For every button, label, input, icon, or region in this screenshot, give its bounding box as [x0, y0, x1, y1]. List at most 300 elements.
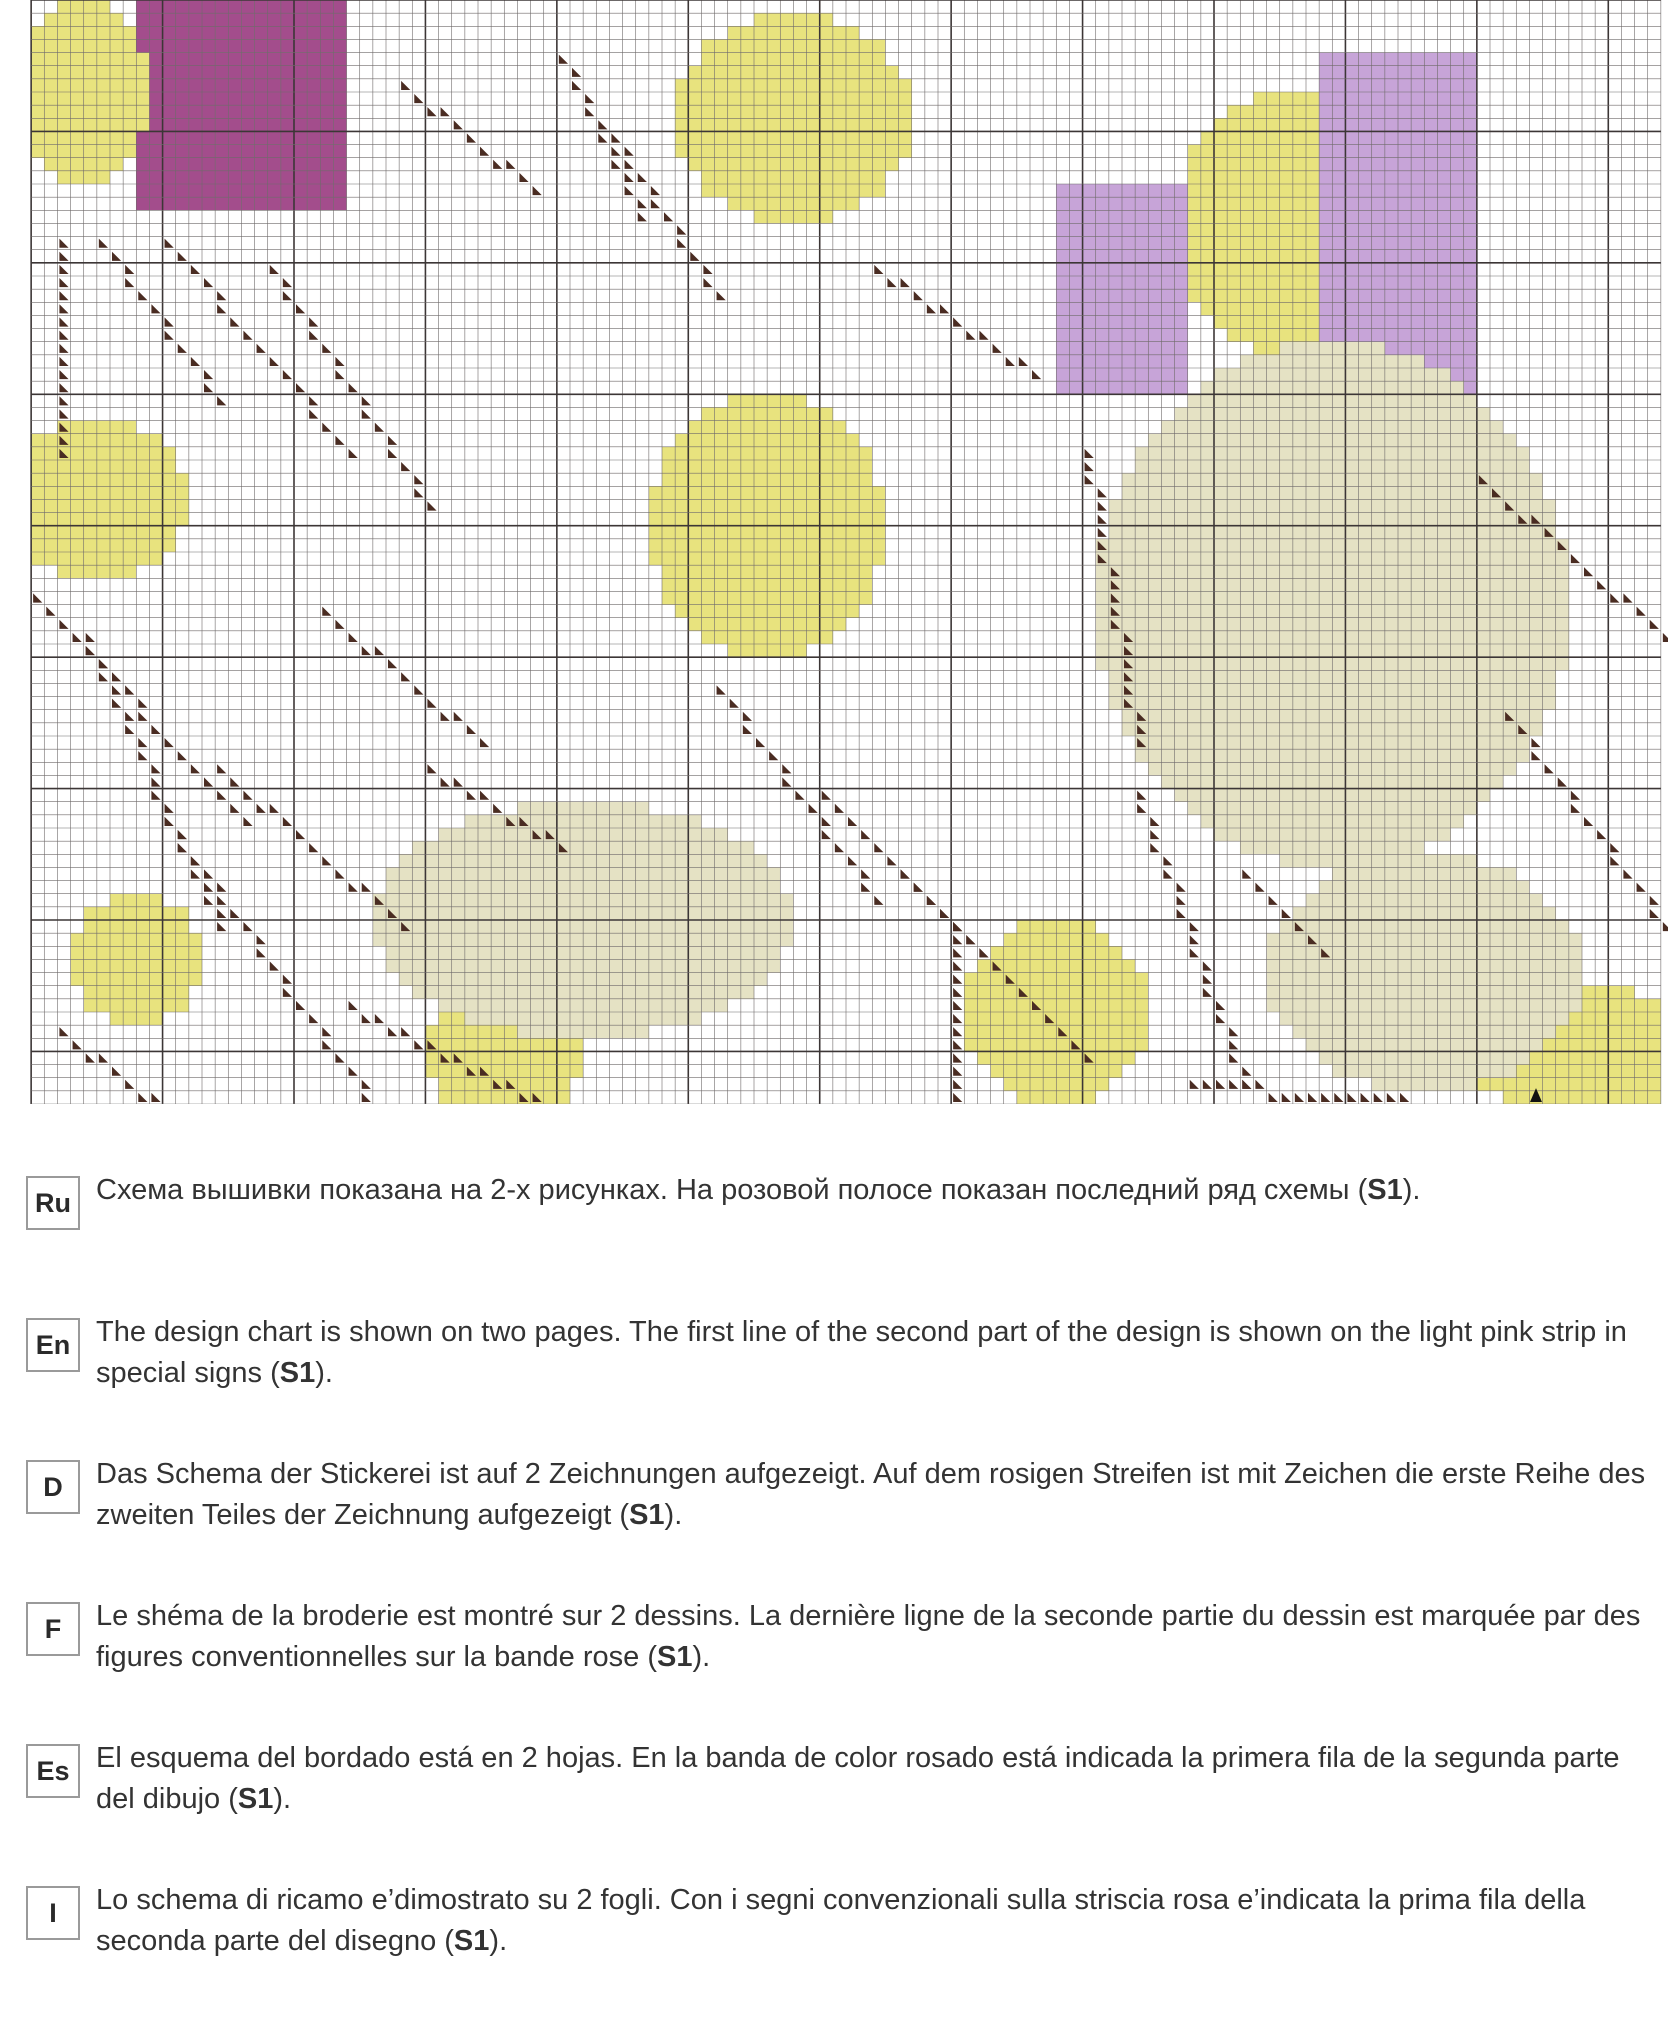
stitch-cell	[1437, 789, 1450, 802]
stitch-cell	[728, 66, 741, 79]
stitch-cell	[1332, 223, 1345, 236]
stitch-cell	[1385, 578, 1398, 591]
stitch-cell	[1424, 118, 1437, 131]
stitch-cell	[1398, 381, 1411, 394]
stitch-cell	[570, 907, 583, 920]
stitch-cell	[715, 539, 728, 552]
stitch-cell	[1372, 986, 1385, 999]
stitch-cell	[1635, 1012, 1648, 1025]
stitch-cell	[1267, 631, 1280, 644]
stitch-cell	[1332, 342, 1345, 355]
stitch-cell	[715, 999, 728, 1012]
stitch-cell	[1490, 736, 1503, 749]
stitch-cell	[859, 473, 872, 486]
stitch-cell	[241, 79, 254, 92]
stitch-cell	[1175, 499, 1188, 512]
stitch-cell	[780, 197, 793, 210]
stitch-cell	[833, 131, 846, 144]
stitch-cell	[977, 1012, 990, 1025]
stitch-cell	[636, 815, 649, 828]
stitch-cell	[1096, 644, 1109, 657]
stitch-cell	[1398, 736, 1411, 749]
stitch-cell	[123, 907, 136, 920]
stitch-cell	[807, 118, 820, 131]
stitch-cell	[991, 1025, 1004, 1038]
stitch-cell	[583, 1025, 596, 1038]
stitch-cell	[425, 894, 438, 907]
stitch-cell	[1188, 697, 1201, 710]
stitch-cell	[1227, 736, 1240, 749]
stitch-cell	[110, 421, 123, 434]
stitch-cell	[1188, 605, 1201, 618]
stitch-cell	[1411, 421, 1424, 434]
stitch-cell	[123, 39, 136, 52]
stitch-cell	[1411, 841, 1424, 854]
stitch-cell	[1437, 250, 1450, 263]
stitch-cell	[1188, 407, 1201, 420]
stitch-cell	[149, 526, 162, 539]
stitch-cell	[1345, 565, 1358, 578]
stitch-cell	[570, 881, 583, 894]
stitch-cell	[1214, 657, 1227, 670]
stitch-cell	[754, 210, 767, 223]
stitch-cell	[780, 118, 793, 131]
stitch-cell	[1516, 881, 1529, 894]
stitch-cell	[649, 907, 662, 920]
stitch-cell	[176, 499, 189, 512]
stitch-cell	[1529, 644, 1542, 657]
stitch-cell	[1424, 197, 1437, 210]
stitch-cell	[1083, 315, 1096, 328]
stitch-cell	[1332, 618, 1345, 631]
stitch-cell	[583, 881, 596, 894]
stitch-cell	[202, 79, 215, 92]
stitch-cell	[531, 894, 544, 907]
stitch-cell	[1293, 854, 1306, 867]
stitch-cell	[1424, 526, 1437, 539]
stitch-cell	[1372, 329, 1385, 342]
stitch-cell	[1503, 565, 1516, 578]
stitch-cell	[1306, 552, 1319, 565]
stitch-cell	[1293, 92, 1306, 105]
stitch-cell	[1424, 250, 1437, 263]
stitch-cell	[1411, 933, 1424, 946]
stitch-cell	[71, 0, 84, 13]
stitch-cell	[1214, 237, 1227, 250]
stitch-cell	[517, 854, 530, 867]
language-code-es: Es	[26, 1744, 80, 1798]
stitch-cell	[1411, 171, 1424, 184]
stitch-cell	[1306, 683, 1319, 696]
stitch-cell	[1332, 1025, 1345, 1038]
stitch-cell	[1135, 618, 1148, 631]
stitch-cell	[1398, 657, 1411, 670]
stitch-cell	[1161, 368, 1174, 381]
stitch-cell	[570, 1038, 583, 1051]
stitch-cell	[741, 526, 754, 539]
stitch-cell	[1398, 447, 1411, 460]
stitch-cell	[1464, 723, 1477, 736]
stitch-cell	[636, 959, 649, 972]
stitch-cell	[425, 973, 438, 986]
stitch-cell	[649, 552, 662, 565]
stitch-cell	[1385, 302, 1398, 315]
stitch-cell	[465, 894, 478, 907]
stitch-cell	[609, 999, 622, 1012]
stitch-cell	[1201, 762, 1214, 775]
stitch-cell	[1385, 959, 1398, 972]
stitch-cell	[1464, 407, 1477, 420]
stitch-cell	[846, 26, 859, 39]
stitch-cell	[1635, 1038, 1648, 1051]
stitch-cell	[1148, 644, 1161, 657]
stitch-cell	[1280, 145, 1293, 158]
stitch-cell	[110, 526, 123, 539]
stitch-cell	[84, 105, 97, 118]
stitch-cell	[1214, 250, 1227, 263]
stitch-cell	[1188, 631, 1201, 644]
stitch-cell	[1096, 329, 1109, 342]
stitch-cell	[623, 815, 636, 828]
stitch-cell	[1398, 802, 1411, 815]
stitch-cell	[1516, 1065, 1529, 1078]
stitch-cell	[1411, 867, 1424, 880]
stitch-cell	[1411, 618, 1424, 631]
stitch-cell	[833, 618, 846, 631]
stitch-cell	[1161, 683, 1174, 696]
stitch-cell	[1332, 749, 1345, 762]
stitch-cell	[1411, 355, 1424, 368]
stitch-cell	[1201, 263, 1214, 276]
stitch-cell	[688, 552, 701, 565]
stitch-cell	[531, 1038, 544, 1051]
stitch-cell	[1214, 552, 1227, 565]
stitch-cell	[57, 53, 70, 66]
stitch-cell	[189, 53, 202, 66]
stitch-cell	[281, 184, 294, 197]
stitch-cell	[1332, 421, 1345, 434]
stitch-cell	[846, 79, 859, 92]
stitch-cell	[1227, 131, 1240, 144]
stitch-cell	[1372, 105, 1385, 118]
stitch-cell	[149, 158, 162, 171]
stitch-cell	[1175, 434, 1188, 447]
stitch-cell	[1161, 775, 1174, 788]
stitch-cell	[623, 828, 636, 841]
stitch-cell	[1398, 434, 1411, 447]
stitch-cell	[1161, 526, 1174, 539]
stitch-cell	[1096, 223, 1109, 236]
stitch-cell	[1267, 605, 1280, 618]
stitch-cell	[715, 486, 728, 499]
stitch-cell	[123, 447, 136, 460]
stitch-cell	[1543, 1078, 1556, 1091]
stitch-cell	[1253, 434, 1266, 447]
stitch-cell	[1227, 184, 1240, 197]
stitch-cell	[688, 79, 701, 92]
stitch-cell	[767, 13, 780, 26]
stitch-cell	[649, 881, 662, 894]
stitch-cell	[1096, 237, 1109, 250]
stitch-cell	[1188, 447, 1201, 460]
stitch-cell	[859, 171, 872, 184]
stitch-cell	[1490, 565, 1503, 578]
stitch-cell	[1398, 907, 1411, 920]
stitch-cell	[780, 591, 793, 604]
stitch-cell	[176, 0, 189, 13]
stitch-cell	[1635, 1078, 1648, 1091]
stitch-cell	[241, 131, 254, 144]
stitch-cell	[1595, 1065, 1608, 1078]
stitch-cell	[1529, 670, 1542, 683]
stitch-cell	[1332, 973, 1345, 986]
stitch-cell	[1201, 210, 1214, 223]
stitch-cell	[1385, 841, 1398, 854]
stitch-cell	[97, 526, 110, 539]
stitch-cell	[1359, 210, 1372, 223]
stitch-cell	[675, 578, 688, 591]
stitch-cell	[1359, 223, 1372, 236]
stitch-cell	[1385, 999, 1398, 1012]
stitch-cell	[1083, 355, 1096, 368]
stitch-cell	[189, 197, 202, 210]
stitch-cell	[1582, 1012, 1595, 1025]
stitch-cell	[1516, 486, 1529, 499]
stitch-cell	[767, 539, 780, 552]
stitch-cell	[373, 907, 386, 920]
stitch-cell	[1069, 315, 1082, 328]
stitch-cell	[1477, 920, 1490, 933]
stitch-cell	[255, 118, 268, 131]
stitch-cell	[44, 552, 57, 565]
stitch-cell	[1556, 552, 1569, 565]
stitch-cell	[465, 828, 478, 841]
stitch-cell	[1529, 1051, 1542, 1064]
stitch-cell	[636, 907, 649, 920]
stitch-cell	[1267, 933, 1280, 946]
stitch-cell	[412, 946, 425, 959]
stitch-cell	[1253, 499, 1266, 512]
stitch-cell	[1293, 736, 1306, 749]
stitch-cell	[31, 486, 44, 499]
stitch-cell	[1030, 1078, 1043, 1091]
stitch-cell	[728, 158, 741, 171]
stitch-cell	[1188, 513, 1201, 526]
stitch-cell	[149, 513, 162, 526]
stitch-cell	[1280, 210, 1293, 223]
stitch-cell	[1359, 894, 1372, 907]
stitch-cell	[149, 53, 162, 66]
stitch-cell	[1056, 276, 1069, 289]
stitch-cell	[1240, 526, 1253, 539]
stitch-cell	[1464, 197, 1477, 210]
stitch-cell	[675, 986, 688, 999]
stitch-cell	[1543, 631, 1556, 644]
stitch-cell	[1306, 946, 1319, 959]
stitch-cell	[1096, 986, 1109, 999]
stitch-cell	[1503, 473, 1516, 486]
stitch-cell	[859, 158, 872, 171]
stitch-cell	[1175, 749, 1188, 762]
stitch-cell	[649, 499, 662, 512]
stitch-cell	[123, 973, 136, 986]
stitch-cell	[1451, 223, 1464, 236]
note-es-sheet-ref: S1	[237, 1783, 274, 1815]
stitch-cell	[872, 171, 885, 184]
stitch-cell	[189, 105, 202, 118]
stitch-cell	[767, 158, 780, 171]
stitch-cell	[754, 460, 767, 473]
stitch-cell	[846, 578, 859, 591]
stitch-cell	[1148, 250, 1161, 263]
stitch-cell	[1424, 1051, 1437, 1064]
stitch-cell	[557, 1078, 570, 1091]
stitch-cell	[1017, 986, 1030, 999]
stitch-cell	[31, 66, 44, 79]
stitch-cell	[1345, 789, 1358, 802]
stitch-cell	[1437, 973, 1450, 986]
stitch-cell	[1372, 92, 1385, 105]
stitch-cell	[1345, 342, 1358, 355]
stitch-cell	[504, 1038, 517, 1051]
stitch-cell	[1280, 591, 1293, 604]
stitch-cell	[1332, 946, 1345, 959]
stitch-cell	[1240, 552, 1253, 565]
stitch-cell	[1319, 447, 1332, 460]
stitch-cell	[1359, 973, 1372, 986]
stitch-cell	[1188, 683, 1201, 696]
stitch-cell	[1201, 145, 1214, 158]
stitch-cell	[1043, 933, 1056, 946]
stitch-cell	[228, 145, 241, 158]
stitch-cell	[1267, 973, 1280, 986]
stitch-cell	[241, 53, 254, 66]
stitch-cell	[833, 526, 846, 539]
stitch-cell	[859, 53, 872, 66]
stitch-cell	[1464, 986, 1477, 999]
stitch-cell	[1004, 933, 1017, 946]
stitch-cell	[741, 460, 754, 473]
stitch-cell	[1424, 407, 1437, 420]
language-code-en: En	[26, 1318, 80, 1372]
stitch-cell	[728, 513, 741, 526]
stitch-cell	[439, 959, 452, 972]
stitch-cell	[465, 986, 478, 999]
stitch-cell	[1201, 657, 1214, 670]
stitch-cell	[255, 92, 268, 105]
stitch-cell	[1175, 591, 1188, 604]
stitch-cell	[255, 158, 268, 171]
stitch-cell	[1345, 986, 1358, 999]
stitch-cell	[544, 907, 557, 920]
stitch-cell	[491, 841, 504, 854]
stitch-cell	[465, 1078, 478, 1091]
stitch-cell	[307, 26, 320, 39]
stitch-cell	[780, 79, 793, 92]
stitch-cell	[1214, 499, 1227, 512]
stitch-cell	[1359, 841, 1372, 854]
stitch-cell	[31, 447, 44, 460]
stitch-cell	[662, 499, 675, 512]
stitch-cell	[1385, 315, 1398, 328]
stitch-cell	[1464, 999, 1477, 1012]
stitch-cell	[1398, 894, 1411, 907]
stitch-cell	[1293, 762, 1306, 775]
stitch-cell	[1083, 237, 1096, 250]
stitch-cell	[1608, 1012, 1621, 1025]
stitch-cell	[1332, 815, 1345, 828]
note-text-en-main: The design chart is shown on two pages. The first line of the second part of the design is shown on the light pink strip in special signs (	[96, 1316, 1627, 1389]
stitch-cell	[1319, 486, 1332, 499]
stitch-cell	[452, 841, 465, 854]
stitch-cell	[964, 1012, 977, 1025]
stitch-cell	[846, 145, 859, 158]
stitch-cell	[1464, 513, 1477, 526]
stitch-cell	[84, 565, 97, 578]
stitch-cell	[583, 986, 596, 999]
stitch-cell	[754, 631, 767, 644]
stitch-cell	[701, 79, 714, 92]
stitch-cell	[1464, 578, 1477, 591]
stitch-cell	[701, 973, 714, 986]
stitch-cell	[1148, 460, 1161, 473]
stitch-cell	[1451, 250, 1464, 263]
stitch-cell	[1648, 1012, 1661, 1025]
stitch-cell	[1306, 723, 1319, 736]
stitch-cell	[1188, 184, 1201, 197]
stitch-cell	[1372, 223, 1385, 236]
stitch-cell	[1240, 145, 1253, 158]
stitch-cell	[833, 473, 846, 486]
stitch-cell	[754, 552, 767, 565]
stitch-cell	[1424, 854, 1437, 867]
stitch-cell	[1398, 315, 1411, 328]
note-es	[26, 1738, 1656, 1815]
stitch-cell	[833, 26, 846, 39]
stitch-cell	[1424, 697, 1437, 710]
stitch-cell	[1451, 1051, 1464, 1064]
stitch-cell	[1477, 447, 1490, 460]
stitch-cell	[754, 526, 767, 539]
stitch-cell	[149, 0, 162, 13]
stitch-cell	[1280, 959, 1293, 972]
stitch-cell	[1306, 131, 1319, 144]
stitch-cell	[701, 907, 714, 920]
stitch-cell	[1477, 644, 1490, 657]
stitch-cell	[202, 92, 215, 105]
stitch-cell	[767, 933, 780, 946]
stitch-cell	[1424, 1025, 1437, 1038]
stitch-cell	[1293, 460, 1306, 473]
stitch-cell	[1385, 263, 1398, 276]
stitch-cell	[741, 26, 754, 39]
stitch-cell	[675, 894, 688, 907]
stitch-cell	[1188, 736, 1201, 749]
note-text-it	[96, 1880, 1656, 1962]
stitch-cell	[1451, 723, 1464, 736]
stitch-cell	[675, 131, 688, 144]
stitch-cell	[71, 171, 84, 184]
stitch-cell	[833, 499, 846, 512]
stitch-cell	[1359, 933, 1372, 946]
stitch-cell	[57, 421, 70, 434]
stitch-cell	[1437, 854, 1450, 867]
stitch-cell	[1280, 683, 1293, 696]
stitch-cell	[1240, 486, 1253, 499]
stitch-cell	[1148, 762, 1161, 775]
stitch-cell	[1161, 736, 1174, 749]
stitch-cell	[123, 105, 136, 118]
